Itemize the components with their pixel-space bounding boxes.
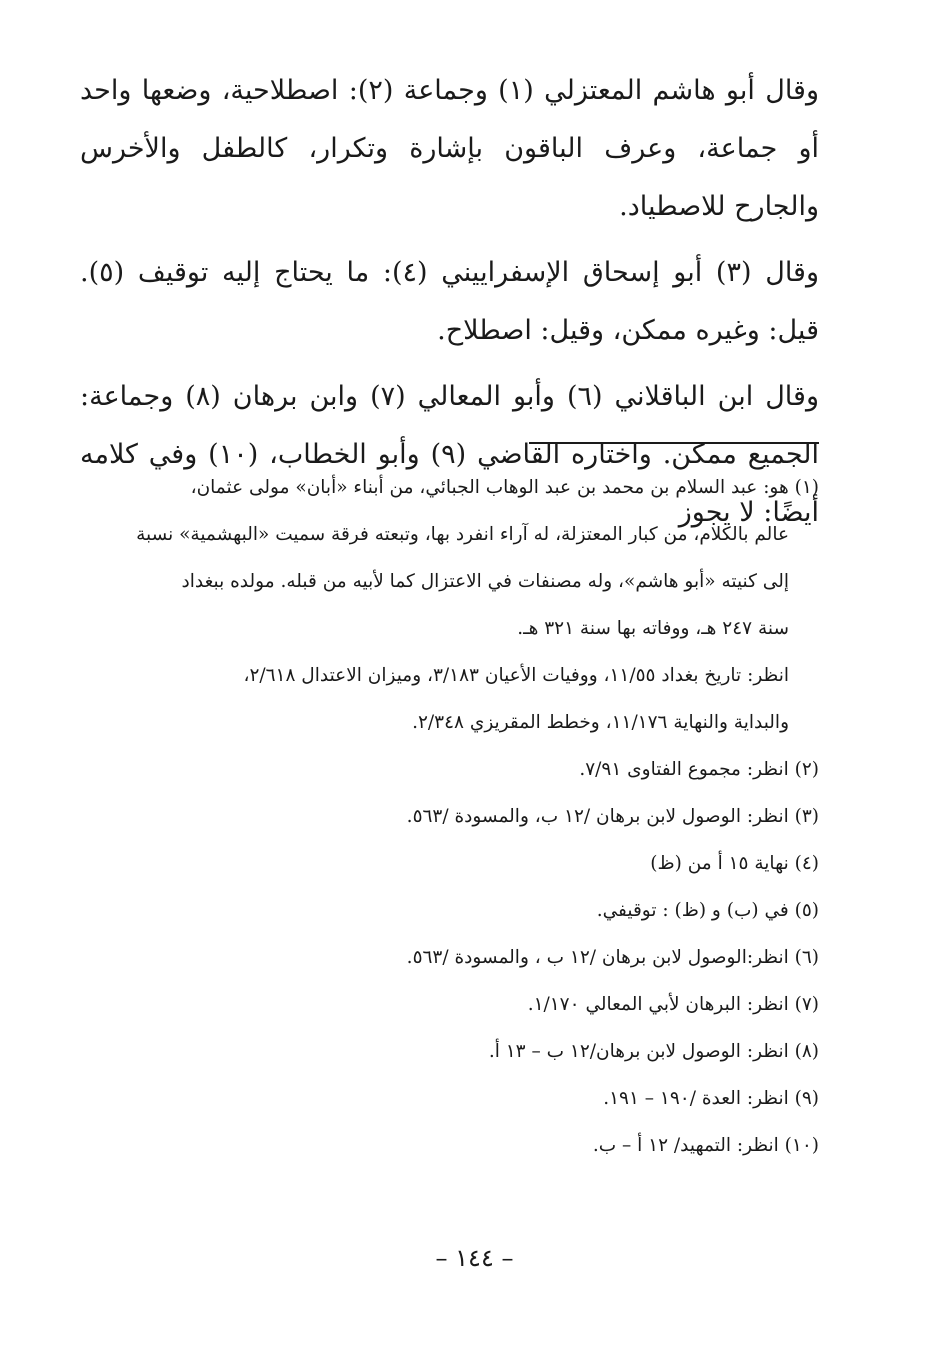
footnote-line: (٤) نهاية ١٥ أ من (ظ) <box>650 853 819 874</box>
paragraph-1: وقال أبو هاشم المعتزلي (١) وجماعة (٢): اصطلاحية، وضعها واحد أو جماعة، وعرف الباقون بإشارة وتكرار، كالطفل والأخرس والجارح للاصطياد. <box>80 75 819 222</box>
footnote-separator <box>529 442 819 444</box>
footnote-line: عالم بالكلام، من كبار المعتزلة، له آراء انفرد بها، وتبعته فرقة سميت «البهشمية» نسبة <box>136 524 789 545</box>
footnote-line: انظر: تاريخ بغداد ١١/٥٥، ووفيات الأعيان ٣/١٨٣، وميزان الاعتدال ٢/٦١٨، <box>243 665 789 686</box>
paragraph-2: وقال (٣) أبو إسحاق الإسفراييني (٤): ما يحتاج إليه توقيف (٥). قيل: وغيره ممكن، وقيل: اصطلاح. <box>80 257 819 346</box>
paragraph-3: وقال ابن الباقلاني (٦) وأبو المعالي (٧) وابن برهان (٨) وجماعة: الجميع ممكن. واختاره القاضي (٩) وأبو الخطاب، (١٠) وفي كلامه أيضًا: لا يجوز <box>80 381 819 528</box>
footnotes <box>80 464 819 1169</box>
footnote-line: (١) هو: عبد السلام بن محمد بن عبد الوهاب الجبائي، من أبناء «أبان» مولى عثمان، <box>190 477 819 498</box>
footnote-line: (١٠) انظر: التمهيد/ ١٢ أ – ب. <box>592 1135 819 1156</box>
footnote-line: والبداية والنهاية ١١/١٧٦، وخطط المقريزي ٢/٣٤٨. <box>412 712 789 733</box>
footnote-line: (٩) انظر: العدة /١٩٠ – ١٩١. <box>603 1088 819 1109</box>
footnote-line: (٧) انظر: البرهان لأبي المعالي ١/١٧٠. <box>527 994 819 1015</box>
page-number: – ١٤٤ – <box>435 1244 514 1272</box>
footnote-line: (٥) في (ب) و (ظ) : توقيفي. <box>596 900 819 921</box>
footnote-line: إلى كنيته «أبو هاشم»، وله مصنفات في الاعتزال كما لأبيه من قبله. مولده ببغداد <box>181 571 789 592</box>
footnote-line: (٨) انظر: الوصول لابن برهان/١٢ ب – ١٣ أ. <box>488 1041 819 1062</box>
footnote-line: (٢) انظر: مجموع الفتاوى ٧/٩١. <box>579 759 819 780</box>
footnote-line: (٣) انظر: الوصول لابن برهان /١٢ ب، والمسودة /٥٦٣. <box>406 806 819 827</box>
footnote-line: سنة ٢٤٧ هـ، ووفاته بها سنة ٣٢١ هـ. <box>517 618 789 639</box>
footnote-line: (٦) انظر:الوصول لابن برهان /١٢ ب ، والمسودة /٥٦٣. <box>406 947 819 968</box>
